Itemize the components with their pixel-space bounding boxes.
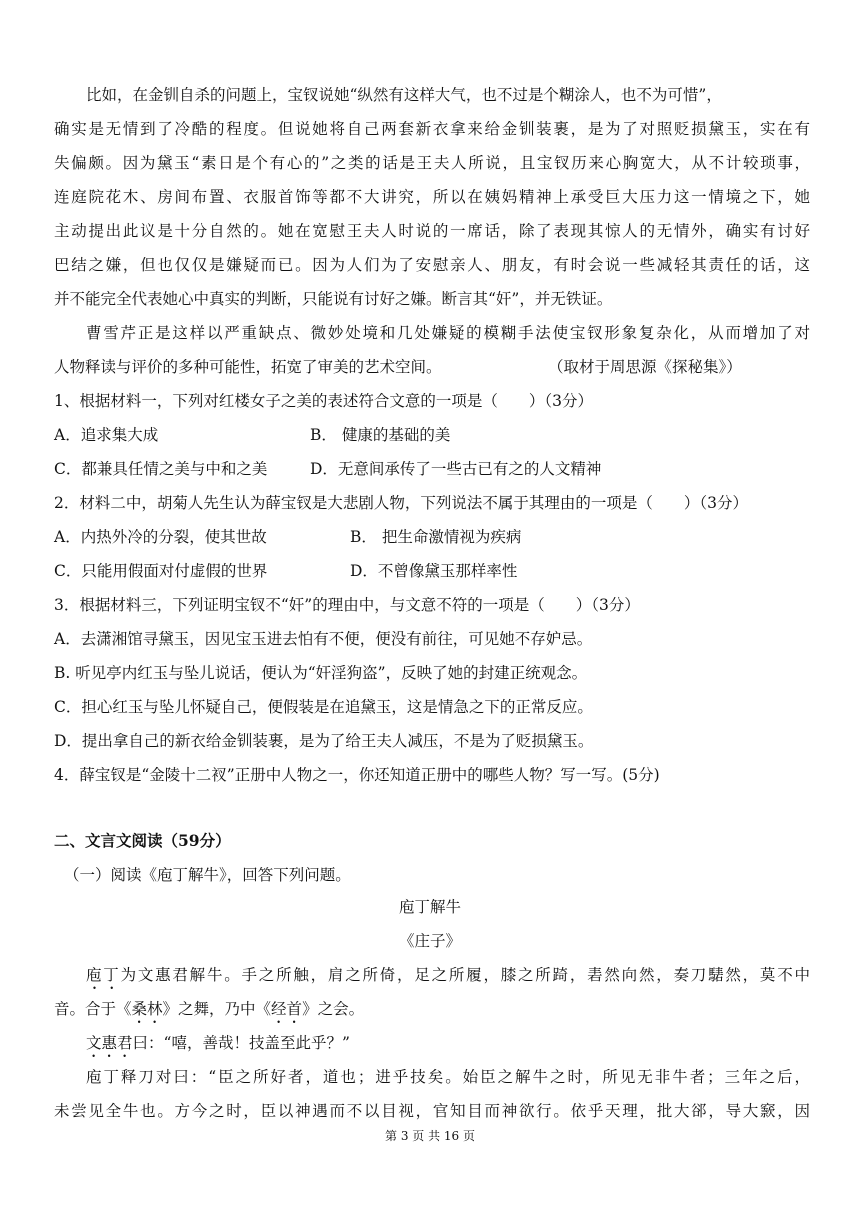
question-2-stem: 2．材料二中，胡菊人先生认为薛宝钗是大悲剧人物，下列说法不属于其理由的一项是（ ）（3分）	[54, 494, 748, 512]
passage-text: 》之会。	[302, 1000, 365, 1018]
q3-option-d: D．提出拿自己的新衣给金钏装裹，是为了给王夫人减压，不是为了贬损黛玉。	[54, 732, 594, 750]
passage-text: 》之舞，乃中《	[162, 1000, 272, 1018]
section-heading: 二、文言文阅读（59分）	[54, 831, 231, 850]
q2-option-c: C．只能用假面对付虚假的世界	[54, 562, 268, 580]
paragraph-line: 人物释读与评价的多种可能性，拓宽了审美的艺术空间。	[54, 358, 442, 376]
passage-line	[86, 964, 810, 993]
q1-option-b: B． 健康的基础的美	[310, 426, 451, 444]
q3-option-a: A．去潇湘馆寻黛玉，因见宝玉进去怕有不便，便没有前往，可见她不存妒忌。	[54, 630, 593, 648]
passage-line: 未尝见全牛也。方今之时，臣以神遇而不以目视，官知目而神欲行。依乎天理，批大郤，导大窾，因	[54, 1102, 810, 1120]
question-3-stem: 3．根据材料三，下列证明宝钗不“奸”的理由中，与文意不符的一项是（ ）（3分）	[54, 596, 640, 614]
paragraph-line: 比如，在金钏自杀的问题上，宝钗说她“纵然有这样大气，也不过是个糊涂人，也不为可惜”，	[86, 86, 722, 104]
q1-option-c: C．都兼具任情之美与中和之美	[54, 460, 268, 478]
q3-option-b: B. 听见亭内红玉与坠儿说话，便认为“奸淫狗盗”，反映了她的封建正统观念。	[54, 664, 588, 682]
paragraph-line: 巴结之嫌，但也仅仅是嫌疑而已。因为人们为了安慰亲人、朋友，有时会说一些减轻其责任的话，这	[54, 256, 810, 274]
passage-line	[86, 1032, 810, 1061]
question-4-stem: 4．薛宝钗是“金陵十二衩”正册中人物之一，你还知道正册中的哪些人物？写一写。(5分)	[54, 766, 660, 784]
passage-line: 庖丁释刀对曰：“臣之所好者，道也；进乎技矣。始臣之解牛之时，所见无非牛者；三年之后，	[86, 1068, 810, 1086]
q2-option-d: D．不曾像黛玉那样率性	[350, 562, 518, 580]
passage-text: 为文惠君解牛。手之所触，肩之所倚，足之所履，膝之所踦，砉然向然，奏刀騞然，莫不中	[120, 966, 810, 984]
paragraph-line: 曹雪芹正是这样以严重缺点、微妙处境和几处嫌疑的模糊手法使宝钗形象复杂化，从而增加了对	[86, 324, 810, 342]
emphasized-term: 文惠君	[86, 1034, 133, 1052]
passage-author: 《庄子》	[398, 932, 461, 950]
question-1-stem: 1、根据材料一，下列对红楼女子之美的表述符合文意的一项是（ ）（3分）	[54, 392, 593, 410]
paragraph-line: 并不能完全代表她心中真实的判断，只能说有讨好之嫌。断言其“奸”，并无铁证。	[54, 290, 613, 308]
emphasized-term: 庖丁	[86, 966, 121, 984]
paragraph-line: 确实是无情到了冷酷的程度。但说她将自己两套新衣拿来给金钏装裹，是为了对照贬损黛玉，实在有	[54, 120, 810, 138]
page-number: 第 3 页 共 16 页	[385, 1129, 475, 1143]
emphasized-term: 桑林	[131, 1000, 163, 1018]
paragraph-line: 主动提出此议是十分自然的。她在宽慰王夫人时说的一席话，除了表现其惊人的无情外，确实有讨好	[54, 222, 810, 240]
q2-option-b: B． 把生命激情视为疾病	[350, 528, 522, 546]
paragraph-line: 失偏颇。因为黛玉“素日是个有心的”之类的话是王夫人所说，且宝钗历来心胸宽大，从不计较琐事，	[54, 154, 810, 172]
passage-text: 音。合于《	[54, 1000, 132, 1018]
q1-option-a: A．追求集大成	[54, 426, 159, 444]
q1-option-d: D．无意间承传了一些古已有之的人文精神	[310, 460, 602, 478]
q3-option-c: C．担心红玉与坠儿怀疑自己，便假装是在追黛玉，这是情急之下的正常反应。	[54, 698, 593, 716]
emphasized-term: 经首	[271, 1000, 303, 1018]
passage-title: 庖丁解牛	[398, 898, 461, 916]
q2-option-a: A．内热外冷的分裂，使其世故	[54, 528, 267, 546]
paragraph-line: 连庭院花木、房间布置、衣服首饰等都不大讲究，所以在姨妈精神上承受巨大压力这一情境之下，她	[54, 188, 810, 206]
source-citation: （取材于周思源《探秘集》）	[548, 358, 742, 376]
passage-text: 曰：“嘻，善哉！技盖至此乎？”	[132, 1034, 350, 1052]
passage-line	[54, 998, 810, 1027]
subsection-heading: （一）阅读《庖丁解牛》，回答下列问题。	[64, 866, 351, 884]
